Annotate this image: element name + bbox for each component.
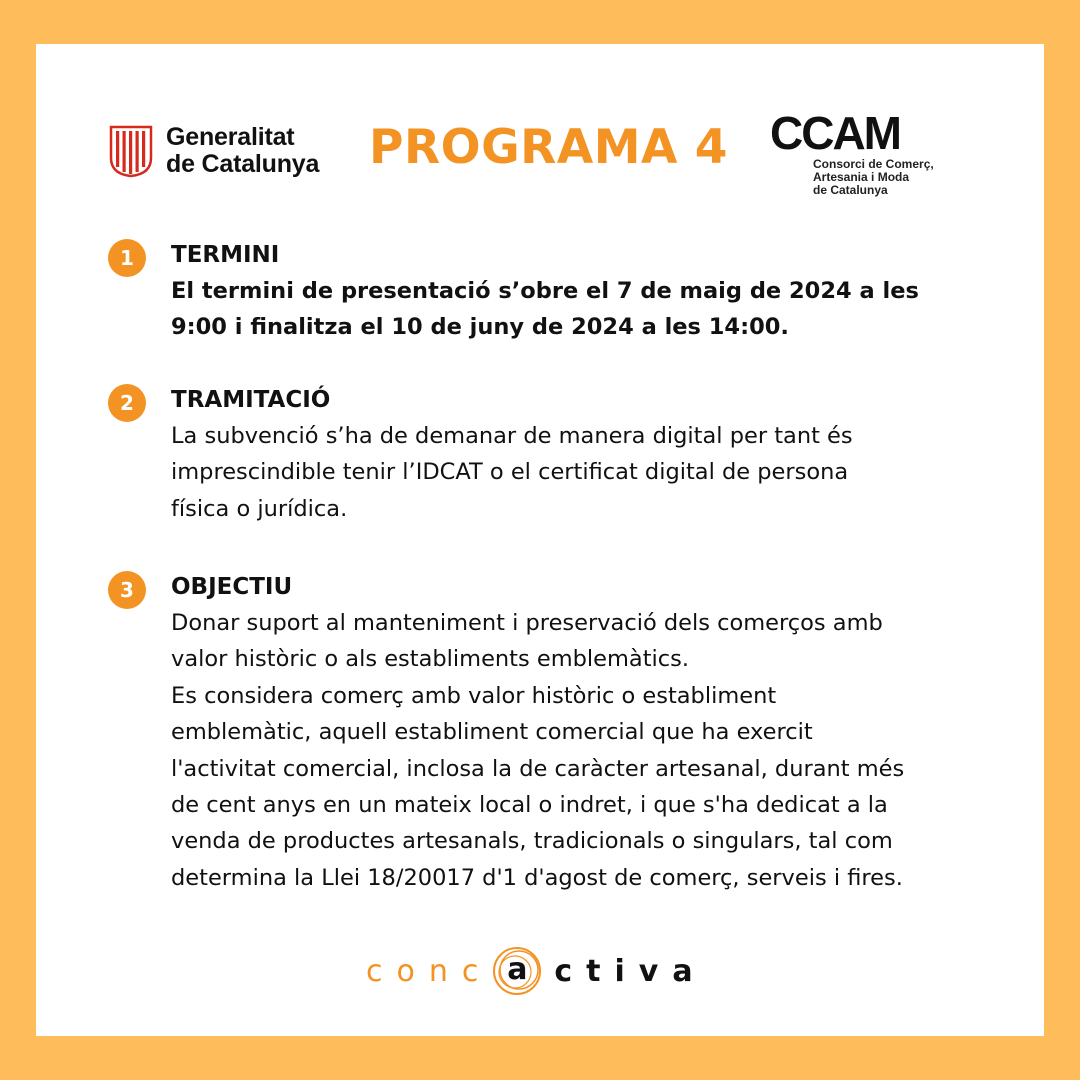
ccam-sub-line: de Catalunya <box>813 183 888 197</box>
generalitat-wordmark <box>166 124 319 178</box>
generalitat-logo <box>108 124 319 178</box>
section-text-line: valor històric o als establiments emblemàtics. <box>171 646 690 673</box>
section-text-line: emblemàtic, aquell establiment comercial que ha exercit <box>171 719 813 746</box>
section-number-badge: 1 <box>108 239 146 277</box>
brand-a-letter: a <box>507 952 528 987</box>
section-number-badge: 3 <box>108 571 146 609</box>
section-heading: TERMINI <box>171 242 280 268</box>
section-body <box>171 382 1001 527</box>
ccam-logo <box>770 107 934 197</box>
section-text-line: física o jurídica. <box>171 495 348 522</box>
section-heading: TRAMITACIÓ <box>171 387 331 413</box>
section-number-badge: 2 <box>108 384 146 422</box>
generalitat-line1: Generalitat <box>166 123 295 151</box>
section-text-line: La subvenció s’ha de demanar de manera digital per tant és <box>171 423 853 449</box>
section-text-line: venda de productes artesanals, tradicionals o singulars, tal com <box>171 828 893 855</box>
ccam-sub-line: Artesania i Moda <box>813 170 910 184</box>
brand-part1: conc <box>366 953 493 989</box>
section-text-line: El termini de presentació s’obre el 7 de maig de 2024 a les <box>171 278 919 304</box>
ccam-subtitle <box>813 158 934 197</box>
section-body <box>171 569 1001 896</box>
brand-part2: ctiva <box>554 953 707 989</box>
generalitat-line2: de Catalunya <box>166 150 320 178</box>
section-text-line: Es considera comerç amb valor històric o establiment <box>171 682 777 709</box>
section-text-line: determina la Llei 18/20017 d'1 d'agost de comerç, serveis i fires. <box>171 864 903 891</box>
section-text-line: 9:00 i finalitza el 10 de juny de 2024 a les 14:00. <box>171 314 789 341</box>
senyera-emblem-icon <box>108 124 154 178</box>
section-text-line: de cent anys en un mateix local o indret, i que s'ha dedicat a la <box>171 792 888 819</box>
section-text-line: imprescindible tenir l’IDCAT o el certificat digital de persona <box>171 459 849 486</box>
section-text-line: Donar suport al manteniment i preservació dels comerços amb <box>171 610 883 636</box>
concactiva-logo <box>366 944 707 998</box>
section-body <box>171 237 1001 346</box>
section-text-line: l'activitat comercial, inclosa la de caràcter artesanal, durant més <box>171 755 905 782</box>
ccam-sub-line: Consorci de Comerç, <box>813 157 934 171</box>
ccam-mark: CCAM <box>770 107 900 159</box>
brand-circle-a <box>490 944 544 998</box>
content-card <box>36 44 1044 1036</box>
section-heading: OBJECTIU <box>171 574 293 600</box>
page-title: PROGRAMA 4 <box>369 120 728 175</box>
